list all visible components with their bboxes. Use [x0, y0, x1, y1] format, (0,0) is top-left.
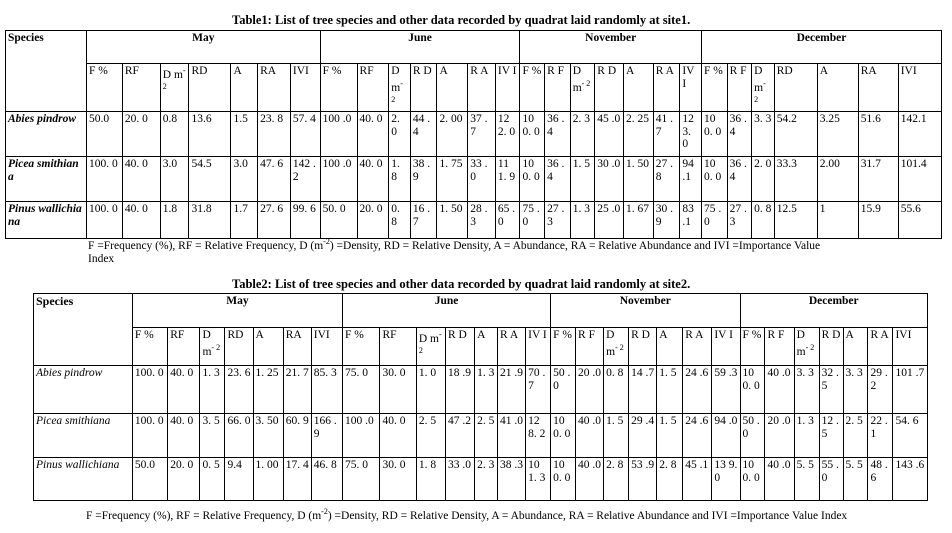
column-header: IVI	[893, 328, 928, 366]
table-cell: 59 .3	[712, 366, 740, 414]
table-cell: 70 .7	[526, 366, 551, 414]
table-cell: 22 .1	[868, 414, 893, 458]
column-header: D $m^{- 2}$	[604, 328, 629, 366]
table-cell: 20 .0	[576, 366, 604, 414]
table-cell: 100. 0	[132, 366, 167, 414]
table-cell: 14 .7	[629, 366, 657, 414]
table-cell: 53 .9	[629, 458, 657, 501]
table-cell: 5. 5	[843, 458, 868, 501]
table-cell: 31.8	[189, 202, 231, 239]
table-cell: 10 0. 0	[740, 458, 765, 501]
table-cell: 33.3	[774, 157, 817, 202]
table-cell: 40. 0	[168, 366, 200, 414]
month-header: December	[701, 31, 941, 64]
column-header: RD	[774, 64, 817, 112]
table-cell: 46. 8	[311, 458, 342, 501]
table-cell: 50 .0	[740, 414, 765, 458]
month-header: November	[520, 31, 701, 64]
table-cell: 27 .3	[727, 202, 752, 239]
table-cell: 1. 3	[794, 414, 819, 458]
table-cell: 2.00	[817, 157, 858, 202]
column-header: RD	[189, 64, 231, 112]
table-cell: 50.0	[132, 458, 167, 501]
table-cell: 12 2. 0	[495, 112, 520, 157]
table-cell: 1. 50	[437, 202, 468, 239]
table-cell: 143 .6	[893, 458, 928, 501]
table-cell: 40. 0	[122, 157, 160, 202]
table-row	[34, 458, 928, 501]
species-name: Pinus wallichiana	[34, 458, 133, 501]
table-row	[6, 157, 942, 202]
table-row	[6, 112, 942, 157]
column-header: A	[817, 64, 858, 112]
column-header: RF	[122, 64, 160, 112]
table-cell: 21 .9	[498, 366, 526, 414]
table-cell: 1. 3	[570, 202, 595, 239]
table-cell: 40 .0	[765, 458, 794, 501]
table-cell: 54.5	[189, 157, 231, 202]
table-cell: 65 .0	[495, 202, 520, 239]
table-cell: 31.7	[858, 157, 898, 202]
column-header: D $m^{-2}$	[160, 64, 189, 112]
column-header: RF	[168, 328, 200, 366]
table-cell: 27 .3	[545, 202, 571, 239]
table-cell: 38 .9	[410, 157, 437, 202]
table-cell: 12 8. 2	[526, 414, 551, 458]
table-cell: 1. 25	[253, 366, 283, 414]
table-cell: 25 .0	[595, 202, 624, 239]
table-cell: 1. 3	[475, 366, 498, 414]
table-cell: 27 .8	[653, 157, 680, 202]
table-cell: 40. 0	[168, 414, 200, 458]
table-cell: 36 .4	[727, 112, 752, 157]
table-cell: 3. 3	[752, 112, 775, 157]
table-cell: 18 .9	[446, 366, 475, 414]
table-cell: 24 .6	[683, 414, 712, 458]
table-cell: 10 1. 3	[526, 458, 551, 501]
table-cell: 2. 3	[475, 458, 498, 501]
table-cell: 40. 0	[380, 414, 416, 458]
table-cell: 1. 00	[253, 458, 283, 501]
table-cell: 23. 6	[225, 366, 253, 414]
column-header: RA	[258, 64, 291, 112]
table-cell: 33 .0	[468, 157, 496, 202]
table-cell: 40 .0	[576, 458, 604, 501]
table-cell: 48 .6	[868, 458, 893, 501]
table-cell: 100 .0	[320, 112, 357, 157]
table-cell: 1.7	[231, 202, 258, 239]
column-header: A	[623, 64, 653, 112]
column-header: R F	[765, 328, 794, 366]
table-cell: 23. 8	[258, 112, 291, 157]
table-cell: 40. 0	[357, 157, 389, 202]
column-header: RF	[380, 328, 416, 366]
table-cell: 2. 0	[752, 157, 775, 202]
table-row	[34, 366, 928, 414]
table-cell: 3. 5	[200, 414, 225, 458]
table-cell: 2. 8	[657, 458, 683, 501]
table-cell: 30. 0	[380, 458, 416, 501]
table-cell: 1.8	[160, 202, 189, 239]
column-header: IVI	[290, 64, 320, 112]
species-name: Abies pindrow	[6, 112, 87, 157]
column-header: IV I	[712, 328, 740, 366]
column-header: D $m^{- 2}$	[200, 328, 225, 366]
table-cell: 28 .3	[468, 202, 496, 239]
table-cell: 101.4	[898, 157, 941, 202]
table-cell: 10 0. 0	[520, 157, 545, 202]
table-cell: 54. 6	[893, 414, 928, 458]
table-cell: 75. 0	[343, 366, 380, 414]
column-header: F %	[132, 328, 167, 366]
table-cell: 0. 8	[752, 202, 775, 239]
table-cell: 50. 0	[320, 202, 357, 239]
column-header: F %	[740, 328, 765, 366]
table-cell: 1. 0	[416, 366, 445, 414]
table-cell: 12.5	[774, 202, 817, 239]
month-header: May	[86, 31, 320, 64]
table-cell: 2. 5	[475, 414, 498, 458]
table-cell: 50 .0	[551, 366, 576, 414]
column-header: R F	[545, 64, 571, 112]
table-cell: 45 .1	[683, 458, 712, 501]
table-cell: 75. 0	[343, 458, 380, 501]
column-header: R F	[576, 328, 604, 366]
table-cell: 24 .6	[683, 366, 712, 414]
table-cell: 2. 0	[389, 112, 411, 157]
table-cell: 10 0. 0	[551, 458, 576, 501]
table-cell: 1. 67	[623, 202, 653, 239]
column-header: RA	[858, 64, 898, 112]
table2-title: Table2: List of tree species and other data recorded by quadrat laid randomly at site2.	[232, 277, 691, 291]
table-cell: 36 .4	[727, 157, 752, 202]
table-cell: 12 .5	[819, 414, 843, 458]
column-header: D $m^{- 2}$	[570, 64, 595, 112]
table-cell: 5. 5	[794, 458, 819, 501]
table-cell: 142.1	[898, 112, 941, 157]
table-cell: 40. 0	[357, 112, 389, 157]
column-header: R A	[468, 64, 496, 112]
table-cell: 13.6	[189, 112, 231, 157]
month-header: December	[740, 294, 927, 328]
table-cell: 41 .0	[498, 414, 526, 458]
table-cell: 36 .4	[545, 112, 571, 157]
table-cell: 2. 3	[570, 112, 595, 157]
table-cell: 29 .2	[868, 366, 893, 414]
table1-legend: F =Frequency (%), RF = Relative Frequency, D $(m^{-2})$ =Density, RD = Relative Density, A = Abundance, RA = Relative Abundance and IVI =Importance Value Index	[88, 237, 821, 265]
column-header: D $m^{- 2}$	[416, 328, 445, 366]
table-cell: 20. 0	[168, 458, 200, 501]
month-header: June	[320, 31, 520, 64]
table-cell: 55.6	[898, 202, 941, 239]
table-cell: 1. 8	[416, 458, 445, 501]
column-header: F %	[343, 328, 380, 366]
table-cell: 1	[817, 202, 858, 239]
column-header: R D	[595, 64, 624, 112]
table-cell: 41 .7	[653, 112, 680, 157]
table-cell: 54.2	[774, 112, 817, 157]
table-cell: 166 .9	[311, 414, 342, 458]
table-cell: 3. 3	[794, 366, 819, 414]
table-cell: 38 .3	[498, 458, 526, 501]
table-cell: 2. 00	[437, 112, 468, 157]
table-cell: 1. 5	[604, 414, 629, 458]
table2-legend: F =Frequency (%), RF = Relative Frequency, D $(m^{-2})$ =Density, RD = Relative Density, A = Abundance, RA = Relative Abundance and IVI =Importance Value Index	[86, 507, 848, 522]
table-cell: 94 .0	[712, 414, 740, 458]
table-cell: 100 .0	[343, 414, 380, 458]
table-cell: 0. 5	[200, 458, 225, 501]
table-cell: 3. 3	[843, 366, 868, 414]
table-cell: 83 .1	[680, 202, 702, 239]
table2	[33, 293, 928, 501]
table-cell: 30 .0	[595, 157, 624, 202]
table-cell: 11 1. 9	[495, 157, 520, 202]
column-header: F %	[320, 64, 357, 112]
table-cell: 13 9. 0	[712, 458, 740, 501]
table-cell: 12 3. 0	[680, 112, 702, 157]
table-cell: 3.0	[160, 157, 189, 202]
column-header: R D	[446, 328, 475, 366]
table-cell: 1. 5	[657, 414, 683, 458]
month-header: November	[551, 294, 740, 328]
table-cell: 1. 5	[657, 366, 683, 414]
column-header: D $m^{- 2}$	[752, 64, 775, 112]
column-header: D $m^{- 2}$	[389, 64, 411, 112]
table-cell: 36 .4	[545, 157, 571, 202]
species-name: Picea smithiana	[6, 157, 87, 202]
table-cell: 60. 9	[283, 414, 311, 458]
column-header: F %	[701, 64, 727, 112]
table-cell: 29 .4	[629, 414, 657, 458]
month-header: May	[132, 294, 342, 328]
table-cell: 45 .0	[595, 112, 624, 157]
table-cell: 85. 3	[311, 366, 342, 414]
column-header: A	[231, 64, 258, 112]
column-header: R A	[498, 328, 526, 366]
table-cell: 1. 75	[437, 157, 468, 202]
column-header: IV I	[680, 64, 702, 112]
table-cell: 47. 6	[258, 157, 291, 202]
species-name: Abies pindrow	[34, 366, 133, 414]
table-cell: 50.0	[86, 112, 122, 157]
table-cell: 20. 0	[357, 202, 389, 239]
table-cell: 0. 8	[604, 366, 629, 414]
table-cell: 2. 5	[843, 414, 868, 458]
table-cell: 17. 4	[283, 458, 311, 501]
table-cell: 51.6	[858, 112, 898, 157]
column-header: F %	[86, 64, 122, 112]
table-cell: 10 0. 0	[740, 366, 765, 414]
table-cell: 142 .2	[290, 157, 320, 202]
table-cell: 2. 5	[416, 414, 445, 458]
column-header: F %	[520, 64, 545, 112]
column-header: R D	[819, 328, 843, 366]
table-cell: 1. 5	[570, 157, 595, 202]
table-cell: 3.25	[817, 112, 858, 157]
column-header: IV I	[495, 64, 520, 112]
column-header: R A	[683, 328, 712, 366]
table1	[5, 30, 942, 239]
column-header: R F	[727, 64, 752, 112]
table1-title: Table1: List of tree species and other data recorded by quadrat laid randomly at site1.	[232, 13, 691, 27]
table-cell: 33 .0	[446, 458, 475, 501]
column-header: RA	[283, 328, 311, 366]
table-cell: 100. 0	[86, 202, 122, 239]
table-cell: 10 0. 0	[551, 414, 576, 458]
column-header: R D	[629, 328, 657, 366]
table-cell: 44 .4	[410, 112, 437, 157]
table-cell: 3.0	[231, 157, 258, 202]
column-header: IVI	[311, 328, 342, 366]
table-cell: 0. 8	[389, 202, 411, 239]
month-header: June	[343, 294, 551, 328]
table-cell: 2. 8	[604, 458, 629, 501]
table-cell: 10 0. 0	[520, 112, 545, 157]
table-cell: 1.5	[231, 112, 258, 157]
species-name: Picea smithiana	[34, 414, 133, 458]
table-row	[6, 202, 942, 239]
table-cell: 16 .7	[410, 202, 437, 239]
table-cell: 66. 0	[225, 414, 253, 458]
table-cell: 27. 6	[258, 202, 291, 239]
species-header: Species	[6, 31, 87, 112]
column-header: A	[437, 64, 468, 112]
column-header: R A	[653, 64, 680, 112]
table-cell: 37 .7	[468, 112, 496, 157]
column-header: D $m^{- 2}$	[794, 328, 819, 366]
column-header: R D	[410, 64, 437, 112]
table-cell: 75 .0	[520, 202, 545, 239]
table-cell: 40 .0	[765, 366, 794, 414]
table-cell: 57. 4	[290, 112, 320, 157]
table-cell: 1. 3	[200, 366, 225, 414]
column-header: A	[843, 328, 868, 366]
column-header: RD	[225, 328, 253, 366]
table-cell: 21. 7	[283, 366, 311, 414]
column-header: IVI	[898, 64, 941, 112]
table-cell: 100. 0	[132, 414, 167, 458]
table-cell: 20 .0	[765, 414, 794, 458]
table-cell: 55 .0	[819, 458, 843, 501]
table-cell: 10 0. 0	[701, 157, 727, 202]
column-header: A	[253, 328, 283, 366]
table-cell: 30. 0	[380, 366, 416, 414]
table-cell: 20. 0	[122, 112, 160, 157]
table-cell: 9.4	[225, 458, 253, 501]
species-header: Species	[34, 294, 133, 366]
table-cell: 1. 50	[623, 157, 653, 202]
table-cell: 47 .2	[446, 414, 475, 458]
table-cell: 32 .5	[819, 366, 843, 414]
table-cell: 0.8	[160, 112, 189, 157]
column-header: IV I	[526, 328, 551, 366]
table-cell: 3. 50	[253, 414, 283, 458]
table-cell: 94 .1	[680, 157, 702, 202]
column-header: RF	[357, 64, 389, 112]
table-cell: 100. 0	[86, 157, 122, 202]
table-cell: 1. 8	[389, 157, 411, 202]
table-cell: 10 0. 0	[701, 112, 727, 157]
column-header: F %	[551, 328, 576, 366]
table-cell: 75 .0	[701, 202, 727, 239]
table-cell: 2. 25	[623, 112, 653, 157]
table-cell: 100 .0	[320, 157, 357, 202]
table-cell: 101 .7	[893, 366, 928, 414]
table-cell: 99. 6	[290, 202, 320, 239]
table-row	[34, 414, 928, 458]
column-header: A	[657, 328, 683, 366]
table-cell: 15.9	[858, 202, 898, 239]
table-cell: 40. 0	[122, 202, 160, 239]
species-name: Pinus wallichiana	[6, 202, 87, 239]
column-header: R A	[868, 328, 893, 366]
table-cell: 30 .9	[653, 202, 680, 239]
column-header: A	[475, 328, 498, 366]
table-cell: 40 .0	[576, 414, 604, 458]
